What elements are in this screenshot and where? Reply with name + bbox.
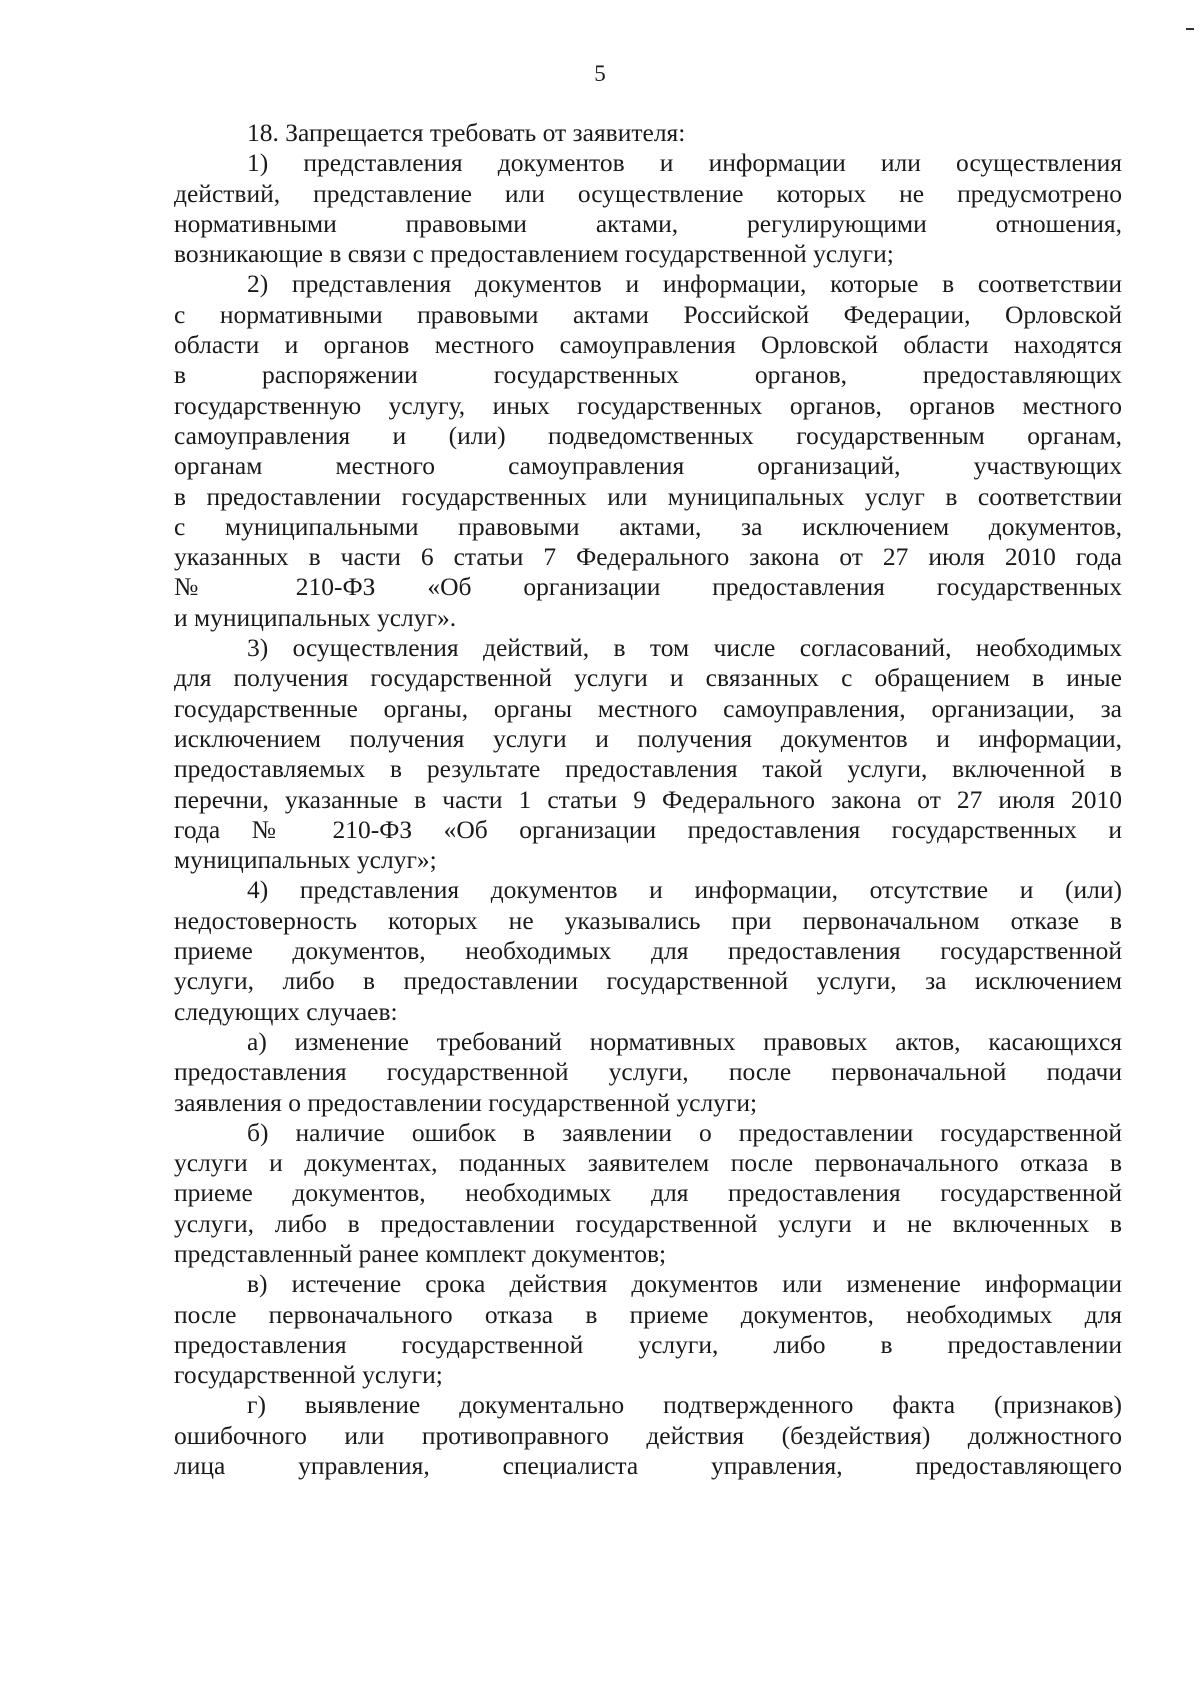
text-line: государственные органы, органы местного самоуправления, организации, за: [174, 693, 1122, 723]
text-line: следующих случаев:: [174, 996, 398, 1026]
text-line: муниципальных услуг»;: [174, 845, 437, 875]
text-line: органам местного самоуправления организаций, участвующих: [174, 451, 1122, 481]
text-line: 3) осуществления действий, в том числе согласований, необходимых: [247, 633, 1122, 663]
text-line: исключением получения услуги и получения документов и информации,: [174, 723, 1122, 753]
text-line: года № 210-ФЗ «Об организации предоставления государственных и: [174, 814, 1122, 844]
text-line: предоставляемых в результате предоставления такой услуги, включенной в: [174, 754, 1122, 784]
text-line: государственной услуги;: [174, 1360, 443, 1390]
text-line: а) изменение требований нормативных правовых актов, касающихся: [247, 1026, 1122, 1056]
text-line: действий, представление или осуществление которых не предусмотрено: [174, 178, 1122, 208]
text-line: ошибочного или противоправного действия (бездействия) должностного: [174, 1420, 1122, 1450]
text-line: в распоряжении государственных органов, предоставляющих: [174, 360, 1122, 390]
text-line: для получения государственной услуги и связанных с обращением в иные: [174, 663, 1122, 693]
text-line: 2) представления документов и информации, которые в соответствии: [247, 269, 1122, 299]
text-line: представленный ранее комплект документов;: [174, 1238, 667, 1268]
text-line: лица управления, специалиста управления, предоставляющего: [174, 1451, 1122, 1481]
text-line: с муниципальными правовыми актами, за исключением документов,: [174, 511, 1122, 541]
text-line: недостоверность которых не указывались при первоначальном отказе в: [174, 905, 1122, 935]
text-line: в предоставлении государственных или муниципальных услуг в соответствии: [174, 481, 1122, 511]
text-line: в) истечение срока действия документов или изменение информации: [247, 1269, 1122, 1299]
text-line: нормативными правовыми актами, регулирующими отношения,: [174, 208, 1122, 238]
text-line: государственную услугу, иных государственных органов, органов местного: [174, 390, 1122, 420]
text-line: 4) представления документов и информации, отсутствие и (или): [247, 875, 1122, 905]
text-line: и муниципальных услуг».: [174, 602, 457, 632]
text-line: услуги и документах, поданных заявителем после первоначального отказа в: [174, 1148, 1122, 1178]
page-number: 5: [594, 61, 606, 86]
text-line: 1) представления документов и информации или осуществления: [247, 148, 1122, 178]
text-line: предоставления государственной услуги, либо в предоставлении: [174, 1329, 1122, 1359]
text-line: самоуправления и (или) подведомственных государственным органам,: [174, 420, 1122, 450]
text-line: с нормативными правовыми актами Российской Федерации, Орловской: [174, 299, 1122, 329]
text-line: заявления о предоставлении государственной услуги;: [174, 1087, 758, 1117]
text-line: г) выявление документально подтвержденного факта (признаков): [247, 1390, 1122, 1420]
text-line: приеме документов, необходимых для предоставления государственной: [174, 1178, 1122, 1208]
document-body: [174, 118, 1122, 1481]
text-line: приеме документов, необходимых для предоставления государственной: [174, 936, 1122, 966]
text-line: после первоначального отказа в приеме документов, необходимых для: [174, 1299, 1122, 1329]
text-line: предоставления государственной услуги, после первоначальной подачи: [174, 1057, 1122, 1087]
text-line: перечни, указанные в части 1 статьи 9 Федерального закона от 27 июля 2010: [174, 784, 1122, 814]
text-line: возникающие в связи с предоставлением государственной услуги;: [174, 239, 894, 269]
text-line: услуги, либо в предоставлении государственной услуги, за исключением: [174, 966, 1122, 996]
text-line: области и органов местного самоуправления Орловской области находятся: [174, 330, 1122, 360]
text-line: № 210-ФЗ «Об организации предоставления государственных: [174, 572, 1122, 602]
clause-heading: 18. Запрещается требовать от заявителя:: [247, 118, 686, 147]
text-line: указанных в части 6 статьи 7 Федерального закона от 27 июля 2010 года: [174, 542, 1122, 572]
text-line: б) наличие ошибок в заявлении о предоставлении государственной: [247, 1117, 1122, 1147]
text-line: услуги, либо в предоставлении государственной услуги и не включенных в: [174, 1208, 1122, 1238]
corner-mark: [1186, 28, 1194, 30]
